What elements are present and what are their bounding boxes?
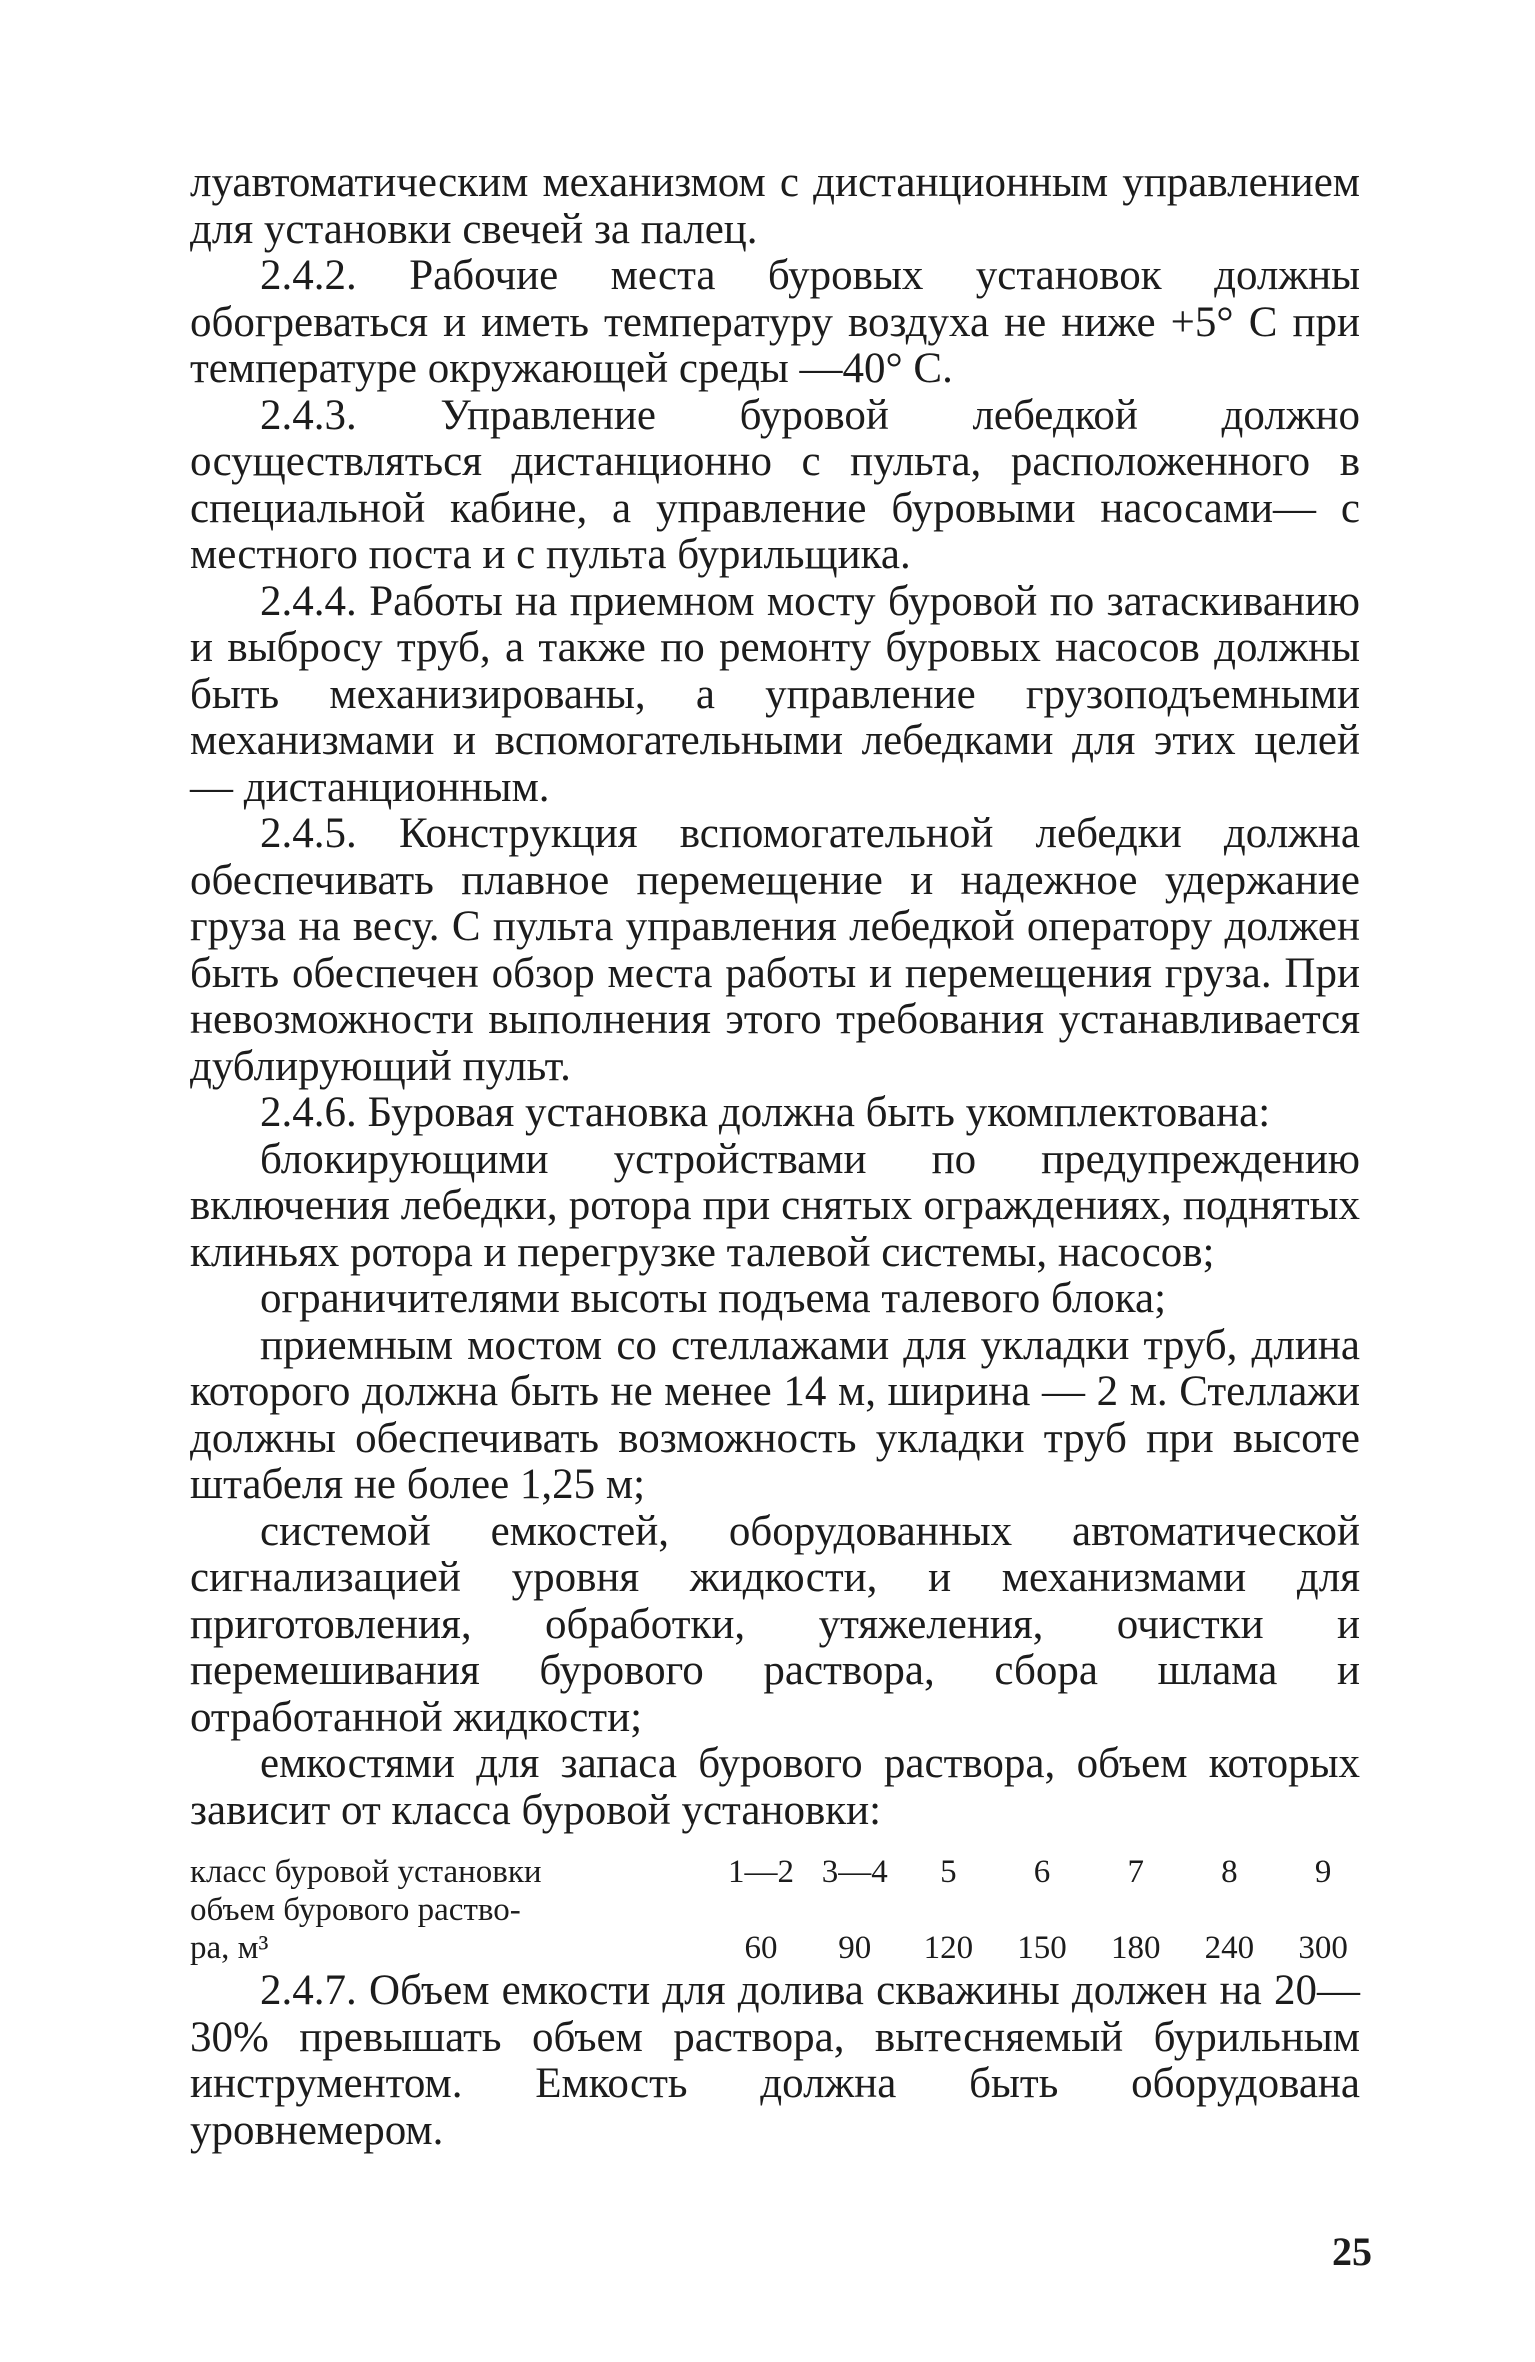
- table-cell: 1—2: [728, 1854, 795, 1890]
- table-cell: 180: [1110, 1930, 1161, 1966]
- table-cell: 60: [744, 1930, 778, 1966]
- list-item-tank-system: системой емкостей, оборудованных автоматической сигнализацией уровня жидкости, и механизмами для приготовления, обработки, утяжеления, очистки и перемешивания бурового раствора, сбора шлама и отработанной жидкости;: [190, 1507, 1360, 1741]
- paragraph-2-4-6: 2.4.6. Буровая установка должна быть укомплектована:: [260, 1089, 1271, 1136]
- paragraph-2-4-3: 2.4.3. Управление буровой лебедкой должно осуществляться дистанционно с пульта, расположенного в специальной кабине, а управление буровыми насосами— с местного поста и с пульта бурильщика.: [190, 391, 1360, 578]
- list-item-blocking-devices: блокирующими устройствами по предупреждению включения лебедки, ротора при снятых ограждениях, поднятых клиньях ротора и перегрузке талевой системы, насосов;: [190, 1135, 1360, 1276]
- table-cell: 9: [1314, 1854, 1332, 1890]
- table-cell: 240: [1204, 1930, 1255, 1966]
- paragraph-2-4-4: 2.4.4. Работы на приемном мосту буровой по затаскиванию и выбросу труб, а также по ремонту буровых насосов должны быть механизированы, а управление грузоподъемными механизмами и вспомогательными лебедками для этих целей — дистанционным.: [190, 577, 1360, 811]
- table-row-label: ра, м³: [190, 1930, 269, 1966]
- table-row-volume-label: [190, 1891, 1370, 1929]
- table-row-class: [190, 1853, 1370, 1891]
- capacity-table: [190, 1853, 1370, 1967]
- table-cell: 90: [838, 1930, 872, 1966]
- table-row-label: объем бурового раство-: [190, 1892, 521, 1928]
- table-cell: 7: [1127, 1854, 1144, 1890]
- paragraph-2-4-2: 2.4.2. Рабочие места буровых установок должны обогреваться и иметь температуру воздуха не ниже +5° С при температуре окружающей среды —40° С.: [190, 252, 1360, 392]
- table-row-volume: [190, 1929, 1370, 1967]
- list-item-receiving-bridge: приемным мостом со стеллажами для укладки труб, длина которого должна быть не менее 14 м, ширина — 2 м. Стеллажи должны обеспечивать возможность укладки труб при высоте штабеля не более 1,25 м;: [190, 1321, 1360, 1508]
- body-text: [190, 160, 1360, 1834]
- paragraph-continuation: луавтоматическим механизмом с дистанционным управлением для установки свечей за палец.: [190, 159, 1360, 253]
- paragraph-2-4-7: 2.4.7. Объем емкости для долива скважины должен на 20—30% превышать объем раствора, вытесняемый бурильным инструментом. Емкость должна быть оборудована уровнемером.: [190, 1967, 1360, 2154]
- table-row-label: класс буровой установки: [190, 1854, 542, 1890]
- table-cell: 300: [1298, 1930, 1348, 1966]
- table-cell: 120: [923, 1930, 974, 1966]
- table-cell: 8: [1221, 1854, 1238, 1890]
- table-cell: 150: [1017, 1930, 1067, 1966]
- paragraph-2-4-5: 2.4.5. Конструкция вспомогательной лебедки должна обеспечивать плавное перемещение и надежное удержание груза на весу. С пульта управления лебедкой оператору должен быть обеспечен обзор места работы и перемещения груза. При невозможности выполнения этого требования устанавливается дублирующий пульт.: [190, 810, 1360, 1090]
- table-cell: 3—4: [821, 1854, 888, 1890]
- table-cell: 5: [940, 1854, 957, 1890]
- page-number: 25: [1332, 2229, 1372, 2274]
- body-text-tail: [190, 1968, 1360, 2154]
- list-item-reserve-tanks: емкостями для запаса бурового раствора, объем которых зависит от класса буровой установки:: [190, 1740, 1360, 1834]
- table-cell: 6: [1033, 1854, 1051, 1890]
- list-item-height-limiters: ограничителями высоты подъема талевого блока;: [260, 1275, 1167, 1322]
